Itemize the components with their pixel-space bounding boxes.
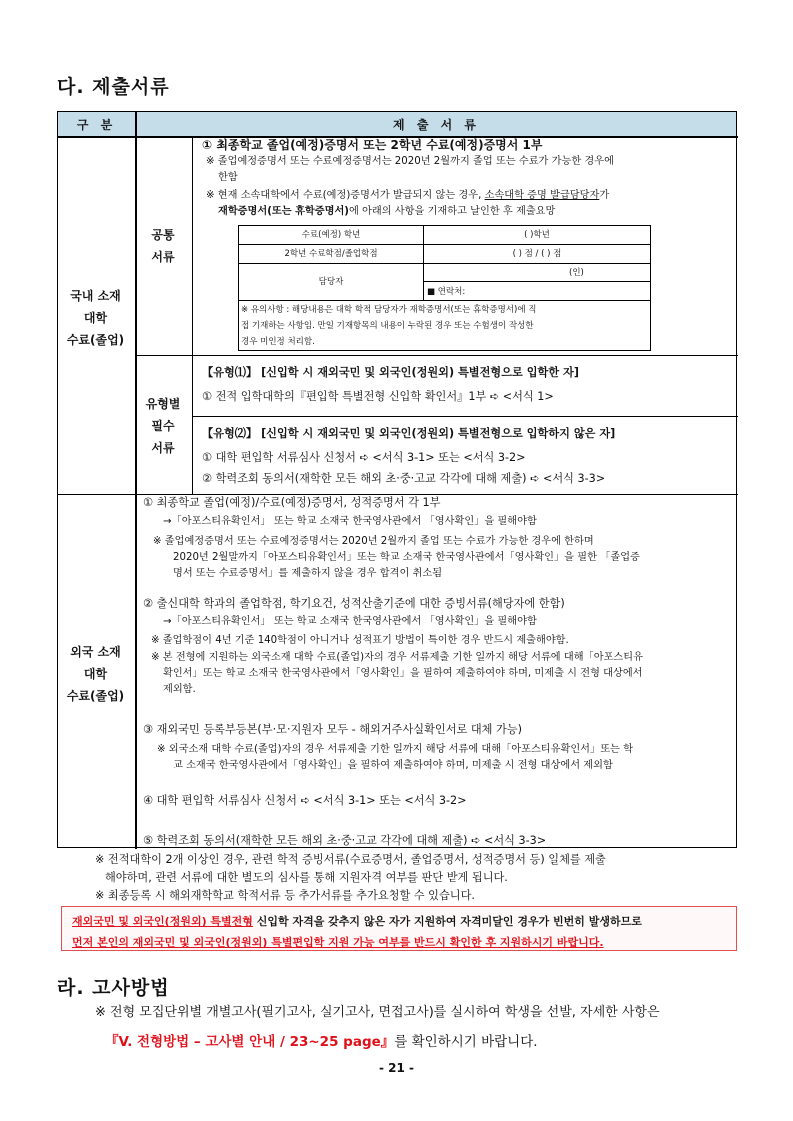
foreign-item-4: ④ 대학 편입학 서류심사 신청서 ➪ <서식 3-1> 또는 <서식 3-2> (143, 794, 467, 807)
confirmation-form (238, 225, 651, 351)
page-number: - 21 - (378, 1061, 414, 1075)
form-credits-label: 2학년 수료학점/졸업학점 (284, 249, 378, 259)
foreign-item-2-arrow: →「아포스티유확인서」 또는 학교 소재국 한국영사관에서 「영사확인」을 필해야함 (163, 616, 537, 627)
foreign-item-3: ③ 재외국민 등록부등본(부·모·지원자 모두 - 해외거주사실확인서로 대체 가능) (143, 723, 523, 736)
foreign-note-4: ※ 외국소재 대학 수료(졸업)자의 경우 서류제출 기한 일까지 해당 서류에 대해「아포스티유확인서」또는 학 (157, 744, 633, 755)
foreign-note-3: ※ 본 전형에 지원하는 외국소재 대학 수료(졸업)자의 경우 서류제출 기한 일까지 해당 서류에 대해「아포스티유 (151, 652, 643, 663)
section-title-e: 라. 고사방법 (57, 977, 170, 999)
foreign-note-1: ※ 졸업예정증명서 또는 수료예정증명서는 2020년 2월까지 졸업 또는 수료가 가능한 경우에 한하며 (153, 536, 594, 547)
note-1b: 해야하며, 관련 서류에 대한 별도의 심사를 통해 지원자격 여부를 판단 받게 됩니다. (105, 871, 508, 884)
form-note-3: 경우 미인정 처리함. (241, 337, 315, 347)
foreign-note-4b: 교 소재국 한국영사관에서「영사확인」을 필하여 제출하여야 하며, 미제출 시 전형 대상에서 제외함 (173, 760, 613, 771)
warning-box (61, 906, 737, 951)
section-title-d: 다. 제출서류 (57, 76, 170, 98)
label-type-documents: 유형별 필수 서류 (145, 397, 181, 455)
exam-method-text: ※ 전형 모집단위별 개별고사(필기고사, 실기고사, 면접고사)를 실시하여 학생을 선발, 자세한 사항은 (95, 1005, 660, 1020)
foreign-item-2: ② 출신대학 학과의 졸업학점, 학기요건, 성적산출기준에 대한 증빙서류(해당자에 한함) (143, 597, 565, 610)
common-item-1: ① 최종학교 졸업(예정)증명서 또는 2학년 수료(예정)증명서 1부 (202, 138, 543, 152)
type2-item-1: ① 대학 편입학 서류심사 신청서 ➪ <서식 3-1> 또는 <서식 3-2> (202, 451, 526, 464)
foreign-note-2: ※ 졸업학점이 4년 기준 140학점이 아니거나 성적표기 방법이 특이한 경우 반드시 제출해야함. (151, 635, 569, 646)
label-common-documents: 공통 서류 (151, 228, 175, 264)
foreign-item-5: ⑤ 학력조회 동의서(재학한 모든 해외 초·중·고교 각각에 대해 제출) ➪ <서식 3-3> (143, 834, 547, 847)
header-category: 구 분 (58, 112, 135, 136)
foreign-note-3c: 제외함. (163, 684, 196, 695)
note-2: ※ 최종등록 시 해외재학학교 학적서류 등 추가서류를 추가요청할 수 있습니다. (95, 889, 475, 902)
note-1: ※ 전적대학이 2개 이상인 경우, 관련 학적 증빙서류(수료증명서, 졸업증명서, 성적증명서 등) 일체를 제출 (95, 853, 606, 866)
form-officer-label: 담당자 (318, 277, 344, 287)
header-documents: 제 출 서 류 (137, 112, 736, 136)
exam-method-ref: 『V. 전형방법 – 고사별 안내 / 23~25 page』를 확인하시기 바랍니다. (105, 1034, 538, 1050)
category-domestic: 국내 소재 대학 수료(졸업) (66, 289, 125, 347)
form-contact: ■ 연락처: (427, 287, 466, 297)
form-credits-value: ( ) 점 / ( ) 점 (512, 249, 562, 259)
common-note-2: ※ 현재 소속대학에서 수료(예정)증명서가 발급되지 않는 경우, 소속대학 증명 발급담당자가 (206, 190, 610, 201)
form-grade-label: 수료(예정) 학년 (301, 230, 361, 240)
common-note-2b: 재학증명서(또는 휴학증명서)에 아래의 사항을 기재하고 날인한 후 제출요망 (218, 206, 556, 217)
type2-title: 【유형⑵】 [신입학 시 재외국민 및 외국인(정원외) 특별전형으로 입학하지 않은 자] (202, 427, 616, 440)
category-foreign: 외국 소재 대학 수료(졸업) (66, 645, 125, 703)
type1-item-1: ① 전적 입학대학의『편입학 특별전형 신입학 확인서』1부 ➪ <서식 1> (202, 390, 554, 403)
form-seal: (인) (569, 268, 584, 278)
warning-line-2: 먼저 본인의 재외국민 및 외국인(정원외) 특별편입학 지원 가능 여부를 반드시 확인한 후 지원하시기 바랍니다. (72, 936, 604, 949)
foreign-note-1b: 2020년 2월말까지「아포스티유확인서」또는 학교 소재국 한국영사관에서「영사확인」을 필한 「졸업증 (173, 552, 640, 563)
foreign-item-1: ① 최종학교 졸업(예정)/수료(예정)증명서, 성적증명서 각 1부 (143, 496, 441, 509)
form-note-2: 접 기재하는 사항임. 만일 기재항목의 내용이 누락된 경우 또는 수험생이 작성한 (241, 321, 534, 331)
type1-title: 【유형⑴】 [신입학 시 재외국민 및 외국인(정원외) 특별전형으로 입학한 자] (202, 366, 579, 379)
foreign-note-1c: 명서 또는 수료증명서」를 제출하지 않을 경우 합격이 취소됨 (173, 568, 443, 579)
form-note-1: ※ 유의사항 : 해당내용은 대학 학적 담당자가 재학증명서(또는 휴학증명서)에 직 (241, 305, 537, 315)
warning-line-1: 재외국민 및 외국인(정원외) 특별전형 신입학 자격을 갖추지 않은 자가 지원하여 자격미달인 경우가 빈번히 발생하므로 (72, 915, 642, 928)
type2-item-2: ② 학력조회 동의서(재학한 모든 해외 초·중·고교 각각에 대해 제출) ➪ <서식 3-3> (202, 472, 606, 485)
foreign-note-3b: 확인서」또는 학교 소재국 한국영사관에서「영사확인」을 필하여 제출하여야 하며, 미제출 시 전형 대상에서 (163, 668, 643, 679)
common-note-1: ※ 졸업예정증명서 또는 수료예정증명서는 2020년 2월까지 졸업 또는 수료가 가능한 경우에 (206, 156, 614, 167)
foreign-item-1-arrow: →「아포스티유확인서」 또는 학교 소재국 한국영사관에서 「영사확인」을 필해야함 (163, 516, 537, 527)
form-grade-value: ( )학년 (524, 230, 550, 240)
common-note-1b: 한함 (218, 172, 238, 183)
